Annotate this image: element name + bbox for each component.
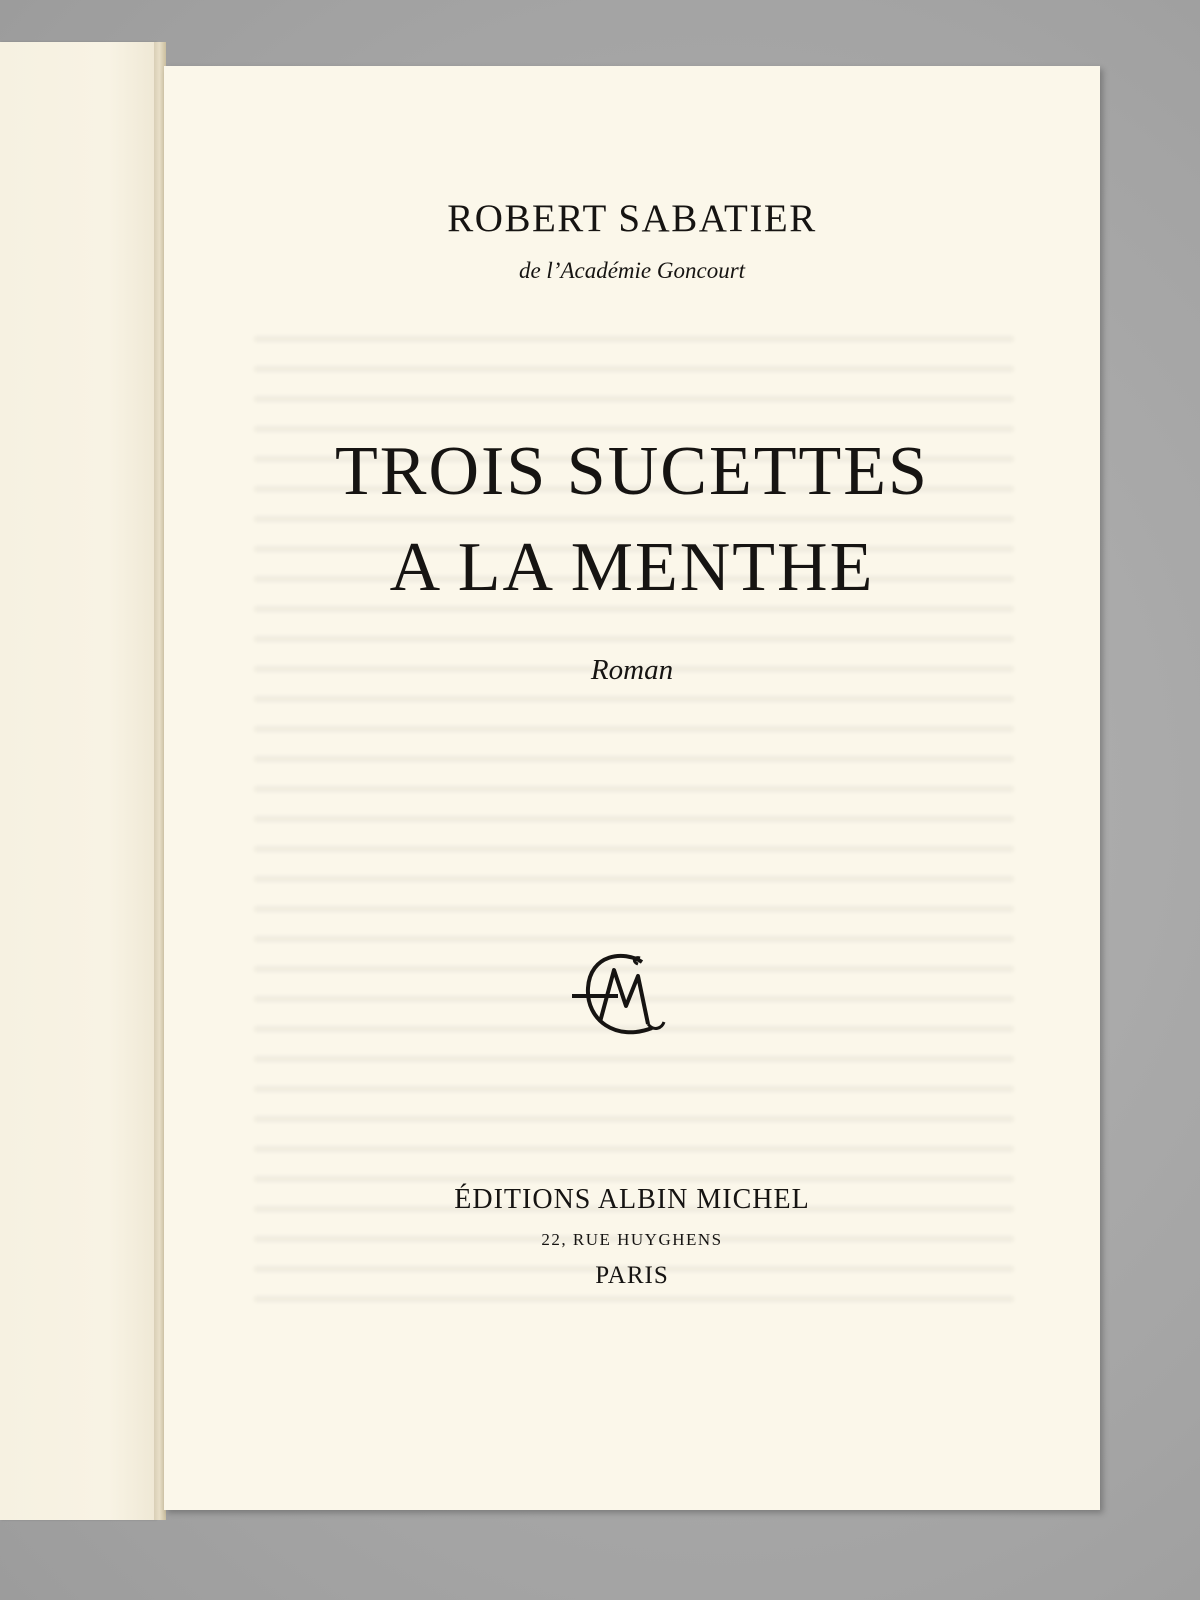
publisher-name: ÉDITIONS ALBIN MICHEL (454, 1184, 810, 1215)
genre-label: Roman (590, 654, 674, 686)
book-title-line-2: A LA MENTHE (389, 529, 875, 606)
title-page (164, 66, 1100, 1510)
author-name: ROBERT SABATIER (447, 197, 817, 240)
publisher-address: 22, RUE HUYGHENS (541, 1230, 723, 1249)
albin-michel-monogram-icon (564, 948, 674, 1048)
book-title (164, 424, 1100, 616)
book-title-line-1: TROIS SUCETTES (335, 433, 929, 510)
author-affiliation: de l’Académie Goncourt (518, 258, 746, 283)
left-page (0, 42, 156, 1520)
publisher-city: PARIS (595, 1262, 669, 1289)
